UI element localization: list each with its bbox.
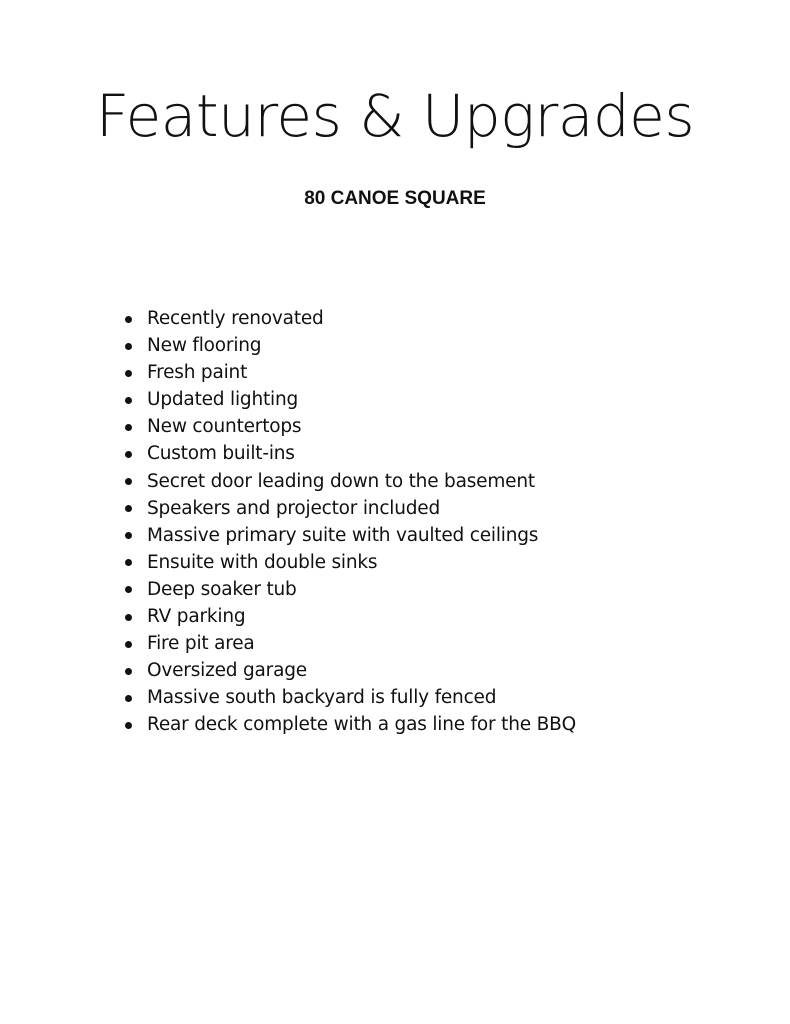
bullet-icon [125,559,132,566]
feature-text: Secret door leading down to the basement [147,470,535,492]
bullet-icon [125,532,132,539]
feature-text: RV parking [147,606,246,628]
list-item [122,359,742,386]
feature-list [122,305,742,739]
bullet-icon [125,478,132,485]
bullet-icon [125,586,132,593]
bullet-icon [125,614,132,621]
feature-text: Fire pit area [147,633,255,655]
page-title: Features & Upgrades [95,82,695,150]
list-item [122,332,742,359]
list-item [122,522,742,549]
list-item [122,440,742,467]
feature-text: Fresh paint [147,362,248,384]
bullet-icon [125,343,132,350]
bullet-icon [125,451,132,458]
bullet-icon [125,505,132,512]
list-item [122,630,742,657]
bullet-icon [125,641,132,648]
bullet-icon [125,722,132,729]
bullet-icon [125,397,132,404]
list-item [122,576,742,603]
property-address: 80 CANOE SQUARE [304,188,486,209]
feature-text: New countertops [147,416,302,438]
feature-text: Updated lighting [147,389,299,411]
list-item [122,468,742,495]
list-item [122,413,742,440]
feature-text: Speakers and projector included [147,497,441,519]
bullet-icon [125,316,132,323]
feature-text: Oversized garage [147,660,307,682]
feature-text: Ensuite with double sinks [147,551,378,573]
list-item [122,549,742,576]
list-item [122,711,742,738]
feature-text: Custom built-ins [147,443,295,465]
feature-text: New flooring [147,335,262,357]
list-item [122,657,742,684]
bullet-icon [125,668,132,675]
feature-text: Massive south backyard is fully fenced [147,687,497,709]
feature-text: Rear deck complete with a gas line for the BBQ [147,714,576,736]
feature-text: Deep soaker tub [147,578,297,600]
feature-text: Recently renovated [147,308,324,329]
list-item [122,603,742,630]
list-item [122,684,742,711]
bullet-icon [125,424,132,431]
bullet-icon [125,370,132,377]
bullet-icon [125,695,132,702]
list-item [122,386,742,413]
list-item [122,305,742,332]
feature-text: Massive primary suite with vaulted ceilings [147,524,539,546]
list-item [122,495,742,522]
